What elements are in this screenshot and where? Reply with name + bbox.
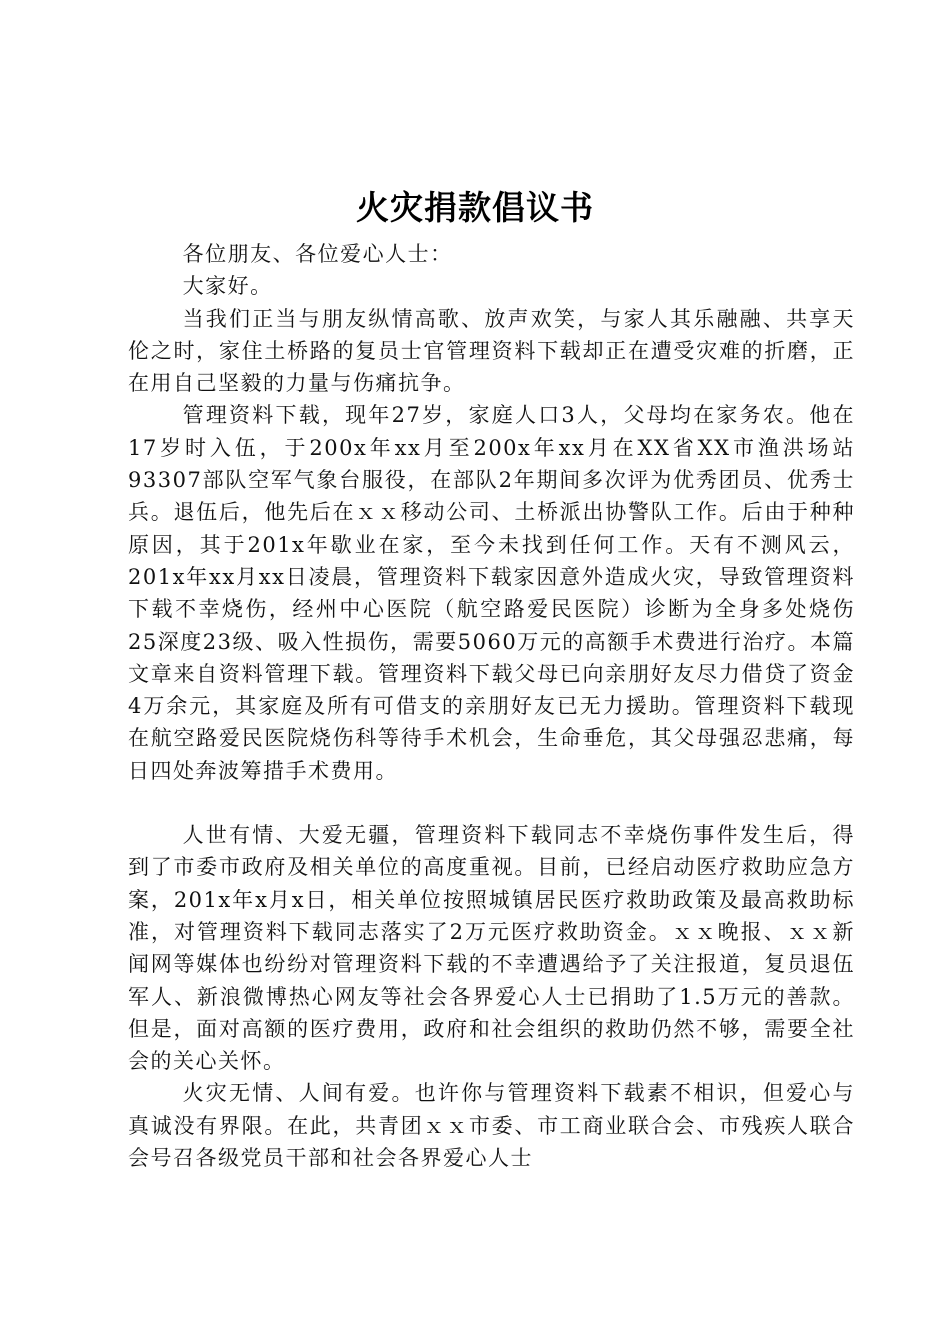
paragraph-background: 管理资料下载，现年27岁，家庭人口3人，父母均在家务农。他在17岁时入伍，于200x年xx月至200x年xx月在XX省XX市渔洪场站93307部队空军气象台服役，在部队2年期间多次评为优秀团员、优秀士兵。退伍后，他先后在ｘｘ移动公司、土桥派出协警队工作。后由于种种原因，其于201x年歇业在家，至今未找到任何工作。天有不测风云，201x年xx月xx日凌晨，管理资料下载家因意外造成火灾，导致管理资料下载不幸烧伤，经州中心医院（航空路爱民医院）诊断为全身多处烧伤25深度23级、吸入性损伤，需要5060万元的高额手术费进行治疗。本篇文章来自资料管理下载。管理资料下载父母已向亲朋好友尽力借贷了资金4万余元，其家庭及所有可借支的亲朋好友已无力援助。管理资料下载现在航空路爱民医院烧伤科等待手术机会，生命垂危，其父母强忍悲痛，每日四处奔波筹措手术费用。 (128, 403, 855, 783)
document-title: 火灾捐款倡议书 (356, 188, 594, 227)
paragraph-support: 人世有情、大爱无疆，管理资料下载同志不幸烧伤事件发生后，得到了市委市政府及相关单位的高度重视。目前，已经启动医疗救助应急方案，201x年x月x日，相关单位按照城镇居民医疗救助政策及最高救助标准，对管理资料下载同志落实了2万元医疗救助资金。ｘｘ晚报、ｘｘ新闻网等媒体也纷纷对管理资料下载的不幸遭遇给予了关注报道，复员退伍军人、新浪微博热心网友等社会各界爱心人士已捐助了1.5万元的善款。但是，面对高额的医疗费用，政府和社会组织的救助仍然不够，需要全社会的关心关怀。 (128, 823, 855, 1074)
paragraph-intro: 当我们正当与朋友纵情高歌、放声欢笑，与家人其乐融融、共享天伦之时，家住土桥路的复员士官管理资料下载却正在遭受灾难的折磨，正在用自己坚毅的力量与伤痛抗争。 (128, 306, 855, 396)
document-body (128, 238, 855, 1174)
greeting: 大家好。 (182, 274, 273, 299)
paragraph-appeal: 火灾无情、人间有爱。也许你与管理资料下载素不相识，但爱心与真诚没有界限。在此，共青团ｘｘ市委、市工商业联合会、市残疾人联合会号召各级党员干部和社会各界爱心人士 (128, 1081, 855, 1171)
salutation: 各位朋友、各位爱心人士： (182, 242, 453, 266)
